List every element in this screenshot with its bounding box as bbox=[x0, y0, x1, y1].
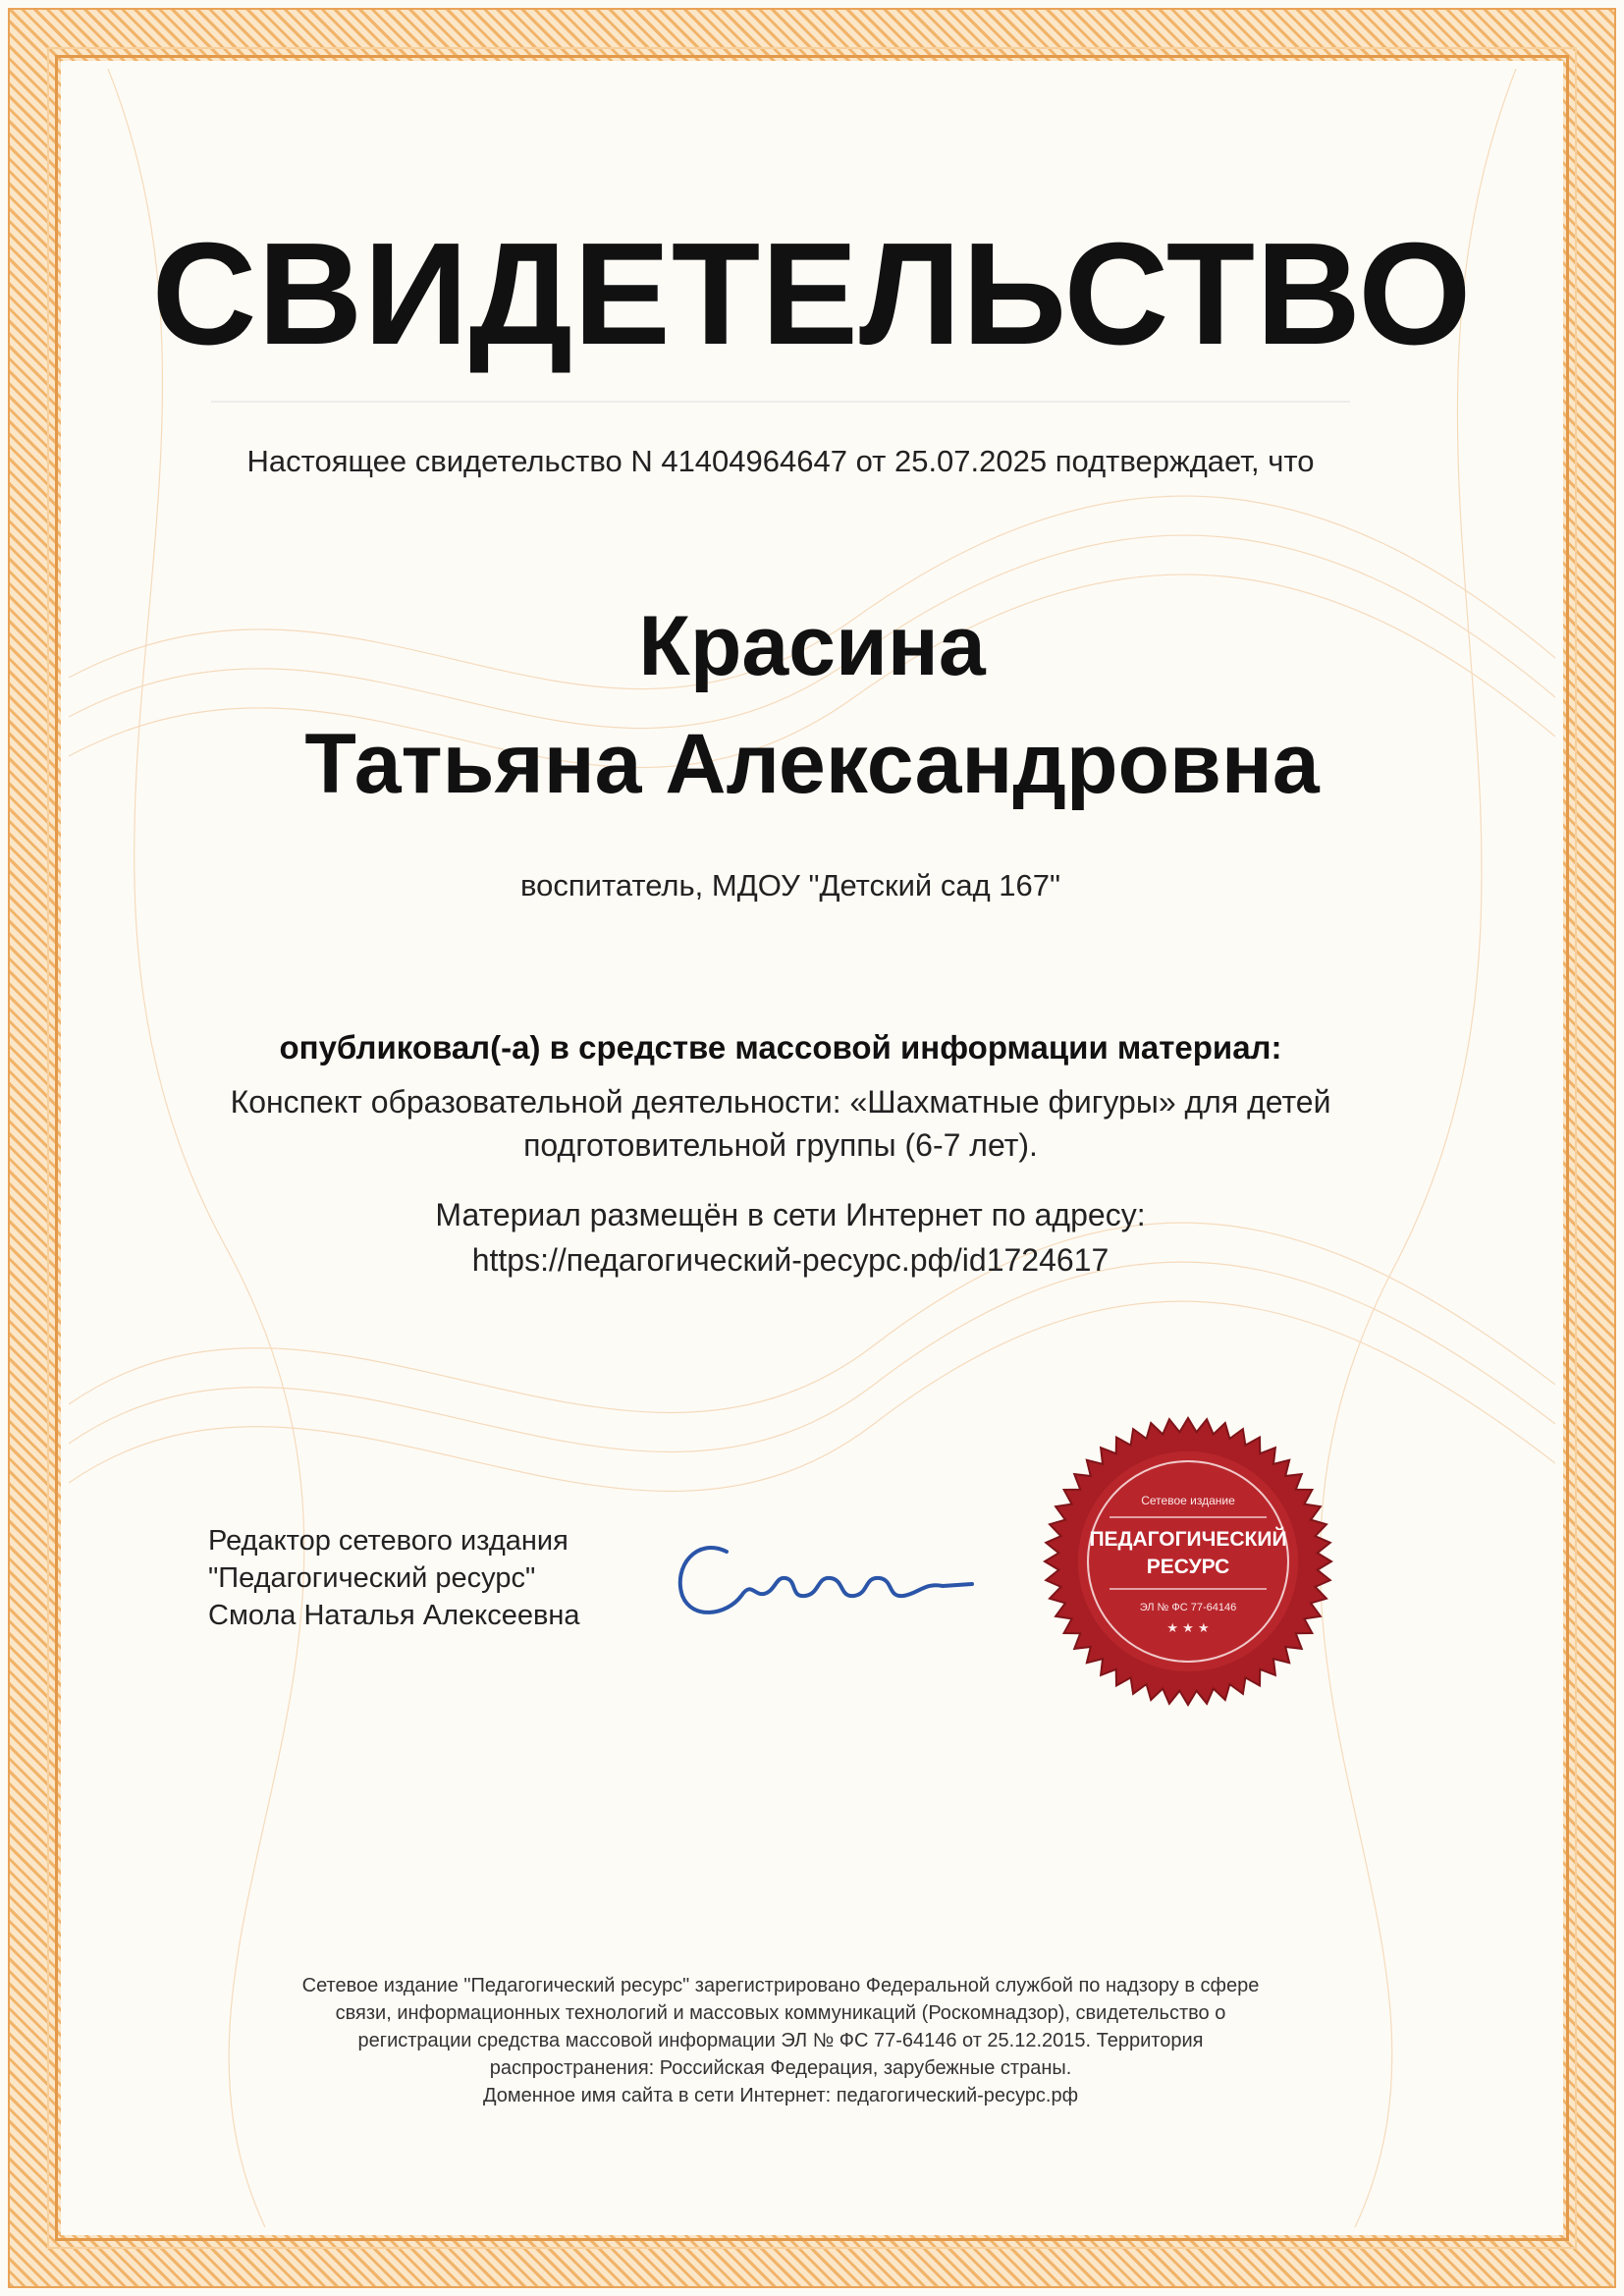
editor-line-3: Смола Наталья Алексеевна bbox=[208, 1600, 580, 1631]
seal-stars-icon: ★ ★ ★ bbox=[1166, 1621, 1210, 1636]
publisher-seal bbox=[1041, 1414, 1335, 1709]
title-divider bbox=[211, 401, 1350, 403]
recipient-surname: Красина bbox=[638, 599, 986, 693]
footer-line-5: Доменное имя сайта в сети Интернет: педагогический-ресурс.рф bbox=[482, 2085, 1079, 2106]
footer-line-1: Сетевое издание "Педагогический ресурс" зарегистрировано Федеральной службой по надзору в сфере bbox=[301, 1975, 1260, 1996]
published-heading: опубликовал(-а) в средстве массовой информации материал: bbox=[279, 1029, 1282, 1066]
recipient-given-names: Татьяна Александровна bbox=[304, 717, 1320, 811]
certificate-number-line: Настоящее свидетельство N 41404964647 от 25.07.2025 подтверждает, что bbox=[246, 444, 1315, 478]
editor-block bbox=[208, 1522, 580, 1634]
editor-signature bbox=[668, 1517, 982, 1635]
material-title: Конспект образовательной деятельности: «Шахматные фигуры» для детей подготовительной группы (6-7 лет). bbox=[230, 1084, 1331, 1163]
footer-line-2: связи, информационных технологий и массовых коммуникаций (Роскомнадзор), свидетельство о bbox=[335, 2002, 1226, 2024]
material-url: https://педагогический-ресурс.рф/id1724617 bbox=[471, 1242, 1110, 1278]
seal-top-text: Сетевое издание bbox=[1141, 1494, 1235, 1507]
editor-line-2: "Педагогический ресурс" bbox=[208, 1562, 536, 1594]
url-block bbox=[0, 1192, 1581, 1283]
recipient-name bbox=[0, 587, 1624, 823]
editor-line-1: Редактор сетевого издания bbox=[208, 1525, 568, 1557]
url-label: Материал размещён в сети Интернет по адресу: bbox=[435, 1197, 1146, 1232]
seal-registration: ЭЛ № ФС 77-64146 bbox=[1139, 1602, 1237, 1613]
registration-footer bbox=[206, 1972, 1355, 2109]
seal-main-line-1: ПЕДАГОГИЧЕСКИЙ bbox=[1089, 1528, 1287, 1551]
seal-main-line-2: РЕСУРС bbox=[1146, 1556, 1230, 1578]
document-title: СВИДЕТЕЛЬСТВО bbox=[151, 213, 1473, 375]
recipient-position: воспитатель, МДОУ "Детский сад 167" bbox=[520, 868, 1060, 902]
footer-line-3: регистрации средства массовой информации ЭЛ № ФС 77-64146 от 25.12.2015. Территория bbox=[357, 2030, 1204, 2051]
footer-line-4: распространения: Российская Федерация, зарубежные страны. bbox=[489, 2057, 1072, 2079]
